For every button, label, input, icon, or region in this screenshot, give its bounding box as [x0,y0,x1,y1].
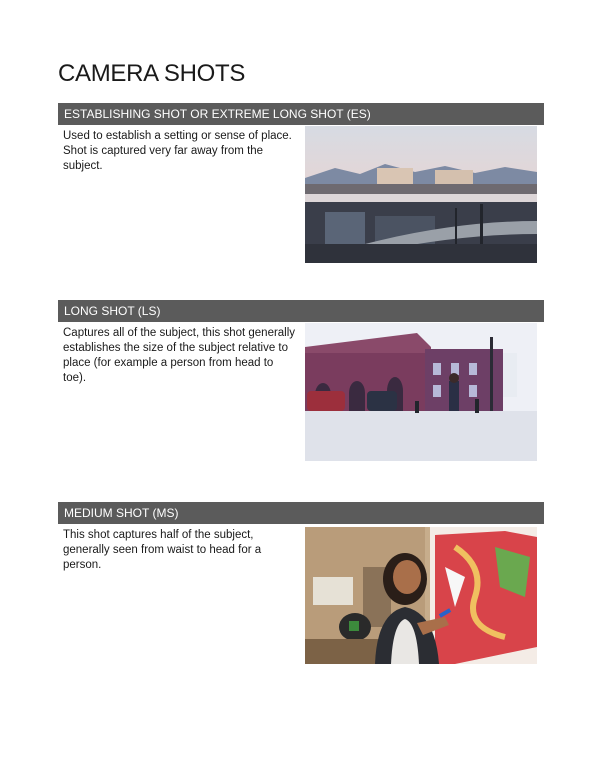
section-description-medium-shot: This shot captures half of the subject, generally seen from waist to head for a person. [63,529,262,571]
section-heading-medium-shot: MEDIUM SHOT (MS) [58,502,544,524]
section-heading-establishing-shot: ESTABLISHING SHOT OR EXTREME LONG SHOT (ES) [58,103,544,125]
section-description-long-shot: Captures all of the subject, this shot generally establishes the size of the subject relative to place (for example a person from head to toe). [63,327,296,384]
establishing-shot-photo [305,126,537,263]
section-description-establishing-shot: Used to establish a setting or sense of place. Shot is captured very far away from the subject. [63,130,292,172]
medium-shot-photo [305,527,537,664]
section-heading-long-shot: LONG SHOT (LS) [58,300,544,322]
long-shot-photo [305,323,537,461]
page-title: CAMERA SHOTS [58,60,246,87]
